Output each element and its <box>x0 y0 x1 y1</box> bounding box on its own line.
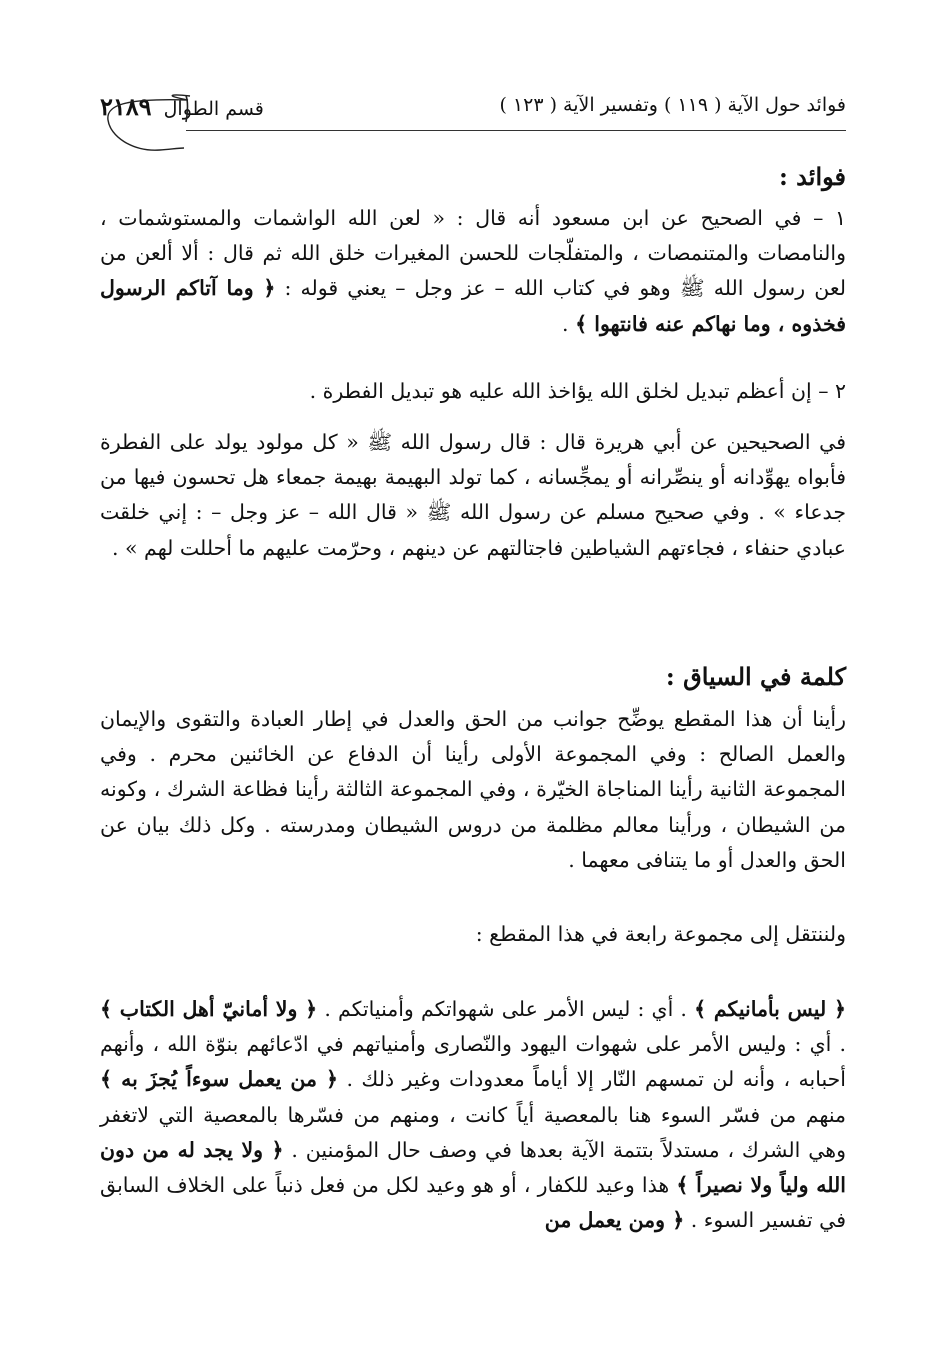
quran-quote: ﴿ وما آتاكم الرسول فخذوه ، وما نهاكم عنه فانتهوا ﴾ <box>100 276 846 336</box>
context-heading: كلمة في السياق : <box>665 662 846 691</box>
tafsir-text-3: منهم من فسّر السوء هنا بالمعصية أياً كانت ، ومنهم من فسّرها بالمعصية التي لاتغفر وهي الشرك ، مستدلاً بتتمة الآية بعدها في وصف حال المؤمنين . <box>100 1102 846 1162</box>
verse-4: ﴿ ولا يجد له من دون الله ولياً ولا نصيراً ﴾ <box>100 1137 846 1198</box>
fawaid-item-1 <box>100 201 846 342</box>
section-name: قسم الطوال <box>163 98 264 120</box>
verse-2: ﴿ ولا أمانيّ أهل الكتاب ﴾ <box>100 997 318 1021</box>
item1-text: ١ – في الصحيح عن ابن مسعود أنه قال : « لعن الله الواشمات والمستوشمات ، والنامصات والمتنمصات ، والمتفلّجات للحسن المغيرات خلق الله ثم قال : ألا ألعن من لعن رسول الله ﷺ وهو في كتاب الله – عز وجل – يعني قوله : <box>100 206 847 301</box>
page-number: ٢١٨٩ <box>100 92 152 121</box>
fawaid-heading: فوائد : <box>778 162 846 191</box>
book-page <box>100 0 846 1356</box>
header-rule <box>186 130 846 131</box>
tafsir-text-4: هذا وعيد للكفار ، أو هو وعيد لكل من فعل ذنباً على الخلاف السابق في تفسير السوء . <box>100 1173 846 1233</box>
page-header <box>100 94 846 124</box>
context-paragraph-1: رأينا أن هذا المقطع يوضِّح جوانب من الحق والعدل في إطار العبادة والتقوى والإيمان والعمل الصالح : وفي المجموعة الأولى رأينا أن الدفاع عن الخائنين محرم . وفي المجموعة الثانية رأينا المناجاة الخيّرة ، وفي المجموعة الثالثة رأينا فظاعة الشرك ، وكونه من الشيطان ، ورأينا معالم مظلمة من دروس الشيطان ومدرسته . وكل ذلك بيان عن الحق والعدل أو ما يتنافى معهما . <box>100 707 846 872</box>
context-paragraph-2: ولننتقل إلى مجموعة رابعة في هذا المقطع : <box>475 922 846 946</box>
hadith-paragraph: في الصحيحين عن أبي هريرة قال : قال رسول الله ﷺ « كل مولود يولد على الفطرة فأبواه يهوِّدانه أو ينصِّرانه أو يمجِّسانه ، كما تولد البهيمة بهيمة جمعاء هل تحسون فيها من جدعاء » . وفي صحيح مسلم عن رسول الله ﷺ « قال الله – عز وجل – : إني خلقت عبادي حنفاء ، فجاءتهم الشياطين فاجتالتهم عن دينهم ، وحرّمت عليهم ما أحللت لهم » . <box>100 430 846 560</box>
verse-3: ﴿ من يعمل سوءاً يُجزَ به ﴾ <box>100 1067 339 1092</box>
fawaid-item-2: ٢ – إن أعظم تبديل لخلق الله يؤاخذ الله عليه هو تبديل الفطرة . <box>309 379 846 403</box>
item1-end: . <box>562 311 576 336</box>
tafsir-text-1: . أي : ليس الأمر على شهواتكم وأمنياتكم . <box>317 997 695 1021</box>
page-number-ornament <box>102 92 194 156</box>
tafsir-paragraph <box>100 992 846 1238</box>
verse-1: ﴿ ليس بأمانيكم ﴾ <box>694 997 846 1021</box>
running-title: فوائد حول الآية ( ١١٩ ) وتفسير الآية ( ١٢٣ ) <box>499 94 846 116</box>
verse-5: ﴿ ومن يعمل من <box>544 1208 685 1233</box>
tafsir-text-2: . أي : وليس الأمر على شهوات اليهود والنّصارى وأمنياتهم في ادّعائهم بنوّة الله ، وأنهم أحبابه ، وأنه لن تمسهم النّار إلا أياماً معدودات وغير ذلك . <box>100 1032 846 1092</box>
